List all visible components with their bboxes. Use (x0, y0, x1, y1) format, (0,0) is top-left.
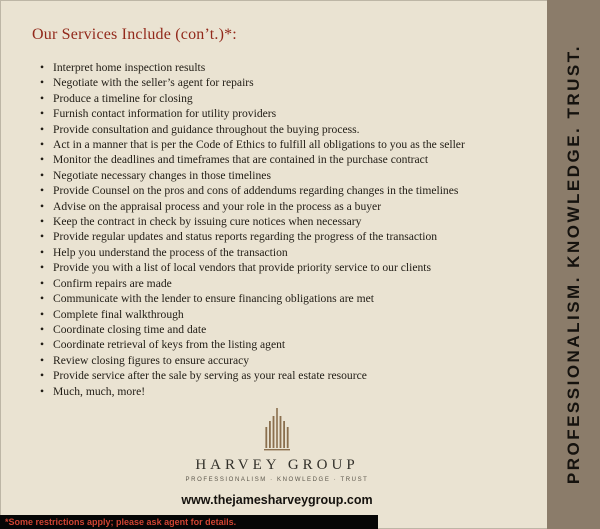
bullet-icon: • (40, 215, 45, 229)
bullet-icon: • (40, 184, 45, 198)
bullet-icon: • (40, 107, 45, 121)
service-item-text: Coordinate retrieval of keys from the listing agent (53, 338, 286, 352)
service-item-text: Provide consultation and guidance throughout the buying process. (53, 122, 360, 136)
service-item-text: Provide Counsel on the pros and cons of addendums regarding changes in the timelines (53, 184, 459, 198)
service-item-text: Communicate with the lender to ensure financing obligations are met (53, 292, 374, 306)
bullet-icon: • (40, 353, 45, 367)
service-item-text: Act in a manner that is per the Code of Ethics to fulfill all obligations to you as the seller (53, 138, 465, 152)
bullet-icon: • (40, 61, 45, 74)
bullet-icon: • (40, 292, 45, 306)
right-vertical-band (547, 0, 600, 529)
bullet-icon: • (40, 199, 45, 213)
service-item (40, 353, 540, 368)
service-item (40, 60, 540, 75)
bullet-icon: • (40, 168, 45, 182)
bullet-icon: • (40, 245, 45, 259)
bullet-icon: • (40, 153, 45, 167)
bullet-icon: • (40, 338, 45, 352)
bullet-icon: • (40, 261, 45, 275)
service-item (40, 122, 540, 137)
service-item-text: Much, much, more! (53, 384, 146, 398)
bullet-icon: • (40, 230, 45, 244)
service-item (40, 183, 540, 198)
service-item-text: Advise on the appraisal process and your role in the process as a buyer (53, 199, 382, 213)
service-item (40, 91, 540, 106)
service-item-text: Interpret home inspection results (53, 61, 206, 74)
service-item (40, 368, 540, 383)
service-item (40, 152, 540, 167)
bullet-icon: • (40, 384, 45, 398)
service-item-text: Review closing figures to ensure accuracy (53, 353, 250, 367)
service-item-text: Coordinate closing time and date (53, 322, 207, 336)
service-item (40, 168, 540, 183)
band-motto-text: PROFESSIONALISM. KNOWLEDGE. TRUST. (563, 44, 583, 485)
service-item-text: Furnish contact information for utility providers (53, 107, 277, 121)
service-item (40, 276, 540, 291)
service-item (40, 337, 540, 352)
bullet-icon: • (40, 138, 45, 152)
website-url: www.thejamesharveygroup.com (181, 493, 373, 507)
logo-name: HARVEY GROUP (195, 457, 359, 473)
bullet-icon: • (40, 76, 45, 90)
bullet-icon: • (40, 276, 45, 290)
service-item-text: Confirm repairs are made (53, 276, 172, 290)
service-item (40, 260, 540, 275)
bullet-icon: • (40, 91, 45, 105)
service-item-text: Negotiate with the seller’s agent for repairs (53, 76, 254, 90)
service-item-text: Negotiate necessary changes in those timelines (53, 168, 271, 182)
bullet-icon: • (40, 122, 45, 136)
service-item (40, 384, 540, 399)
service-item-text: Monitor the deadlines and timeframes that are contained in the purchase contract (53, 153, 429, 167)
logo-tagline: PROFESSIONALISM · KNOWLEDGE · TRUST (185, 477, 369, 483)
service-item-text: Help you understand the process of the transaction (53, 245, 288, 259)
building-icon (262, 408, 292, 452)
service-item-text: Provide service after the sale by serving as your real estate resource (53, 369, 367, 383)
service-item (40, 137, 540, 152)
service-item (40, 214, 540, 229)
service-item-text: Provide you with a list of local vendors that provide priority service to our clients (53, 261, 432, 275)
disclaimer-bar (0, 515, 378, 529)
disclaimer-text: *Some restrictions apply; please ask agent for details. (5, 517, 237, 527)
service-item-text: Keep the contract in check by issuing cure notices when necessary (53, 215, 362, 229)
service-item (40, 106, 540, 121)
logo-block (0, 408, 554, 507)
service-item (40, 307, 540, 322)
service-item (40, 199, 540, 214)
bullet-icon: • (40, 322, 45, 336)
services-list (40, 60, 540, 399)
service-item (40, 229, 540, 244)
service-item (40, 75, 540, 90)
service-item-text: Produce a timeline for closing (53, 91, 193, 105)
service-item (40, 245, 540, 260)
service-item-text: Complete final walkthrough (53, 307, 184, 321)
service-item (40, 322, 540, 337)
page-title: Our Services Include (con’t.)*: (32, 26, 237, 43)
service-item-text: Provide regular updates and status reports regarding the progress of the transaction (53, 230, 438, 244)
bullet-icon: • (40, 369, 45, 383)
service-item (40, 291, 540, 306)
bullet-icon: • (40, 307, 45, 321)
